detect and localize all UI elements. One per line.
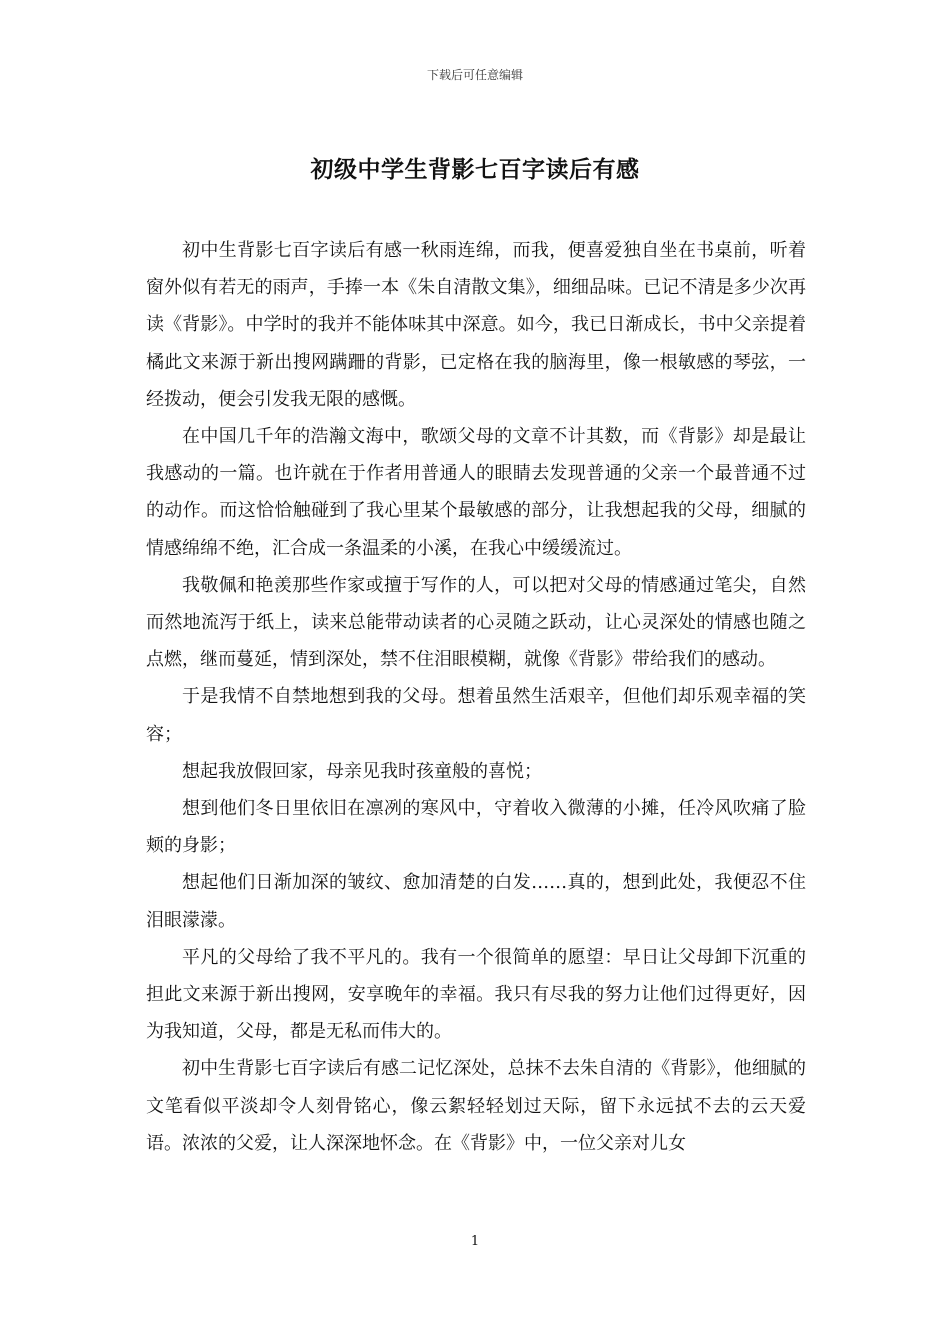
- paragraph: 平凡的父母给了我不平凡的。我有一个很简单的愿望：早日让父母卸下沉重的担此文来源于新出搜网，安享晚年的幸福。我只有尽我的努力让他们过得更好，因为我知道，父母，都是无私而伟大的。: [146, 946, 806, 1043]
- document-title: 初级中学生背影七百字读后有感: [310, 157, 640, 183]
- paragraph: 想到他们冬日里依旧在凛冽的寒风中，守着收入微薄的小摊，任冷风吹痛了脸颊的身影；: [146, 798, 806, 857]
- paragraph: 初中生背影七百字读后有感二记忆深处，总抹不去朱自清的《背影》，他细腻的文笔看似平淡却令人刻骨铭心，像云絮轻轻划过天际，留下永远拭不去的云天爱语。浓浓的父爱，让人深深地怀念。在《背影》中，一位父亲对儿女: [146, 1058, 806, 1154]
- paragraph: 我敬佩和艳羡那些作家或擅于写作的人，可以把对父母的情感通过笔尖，自然而然地流泻于纸上，读来总能带动读者的心灵随之跃动，让心灵深处的情感也随之点燃，继而蔓延，情到深处，禁不住泪眼模糊，就像《背影》带给我们的感动。: [146, 574, 806, 671]
- paragraph: 在中国几千年的浩瀚文海中，歌颂父母的文章不计其数，而《背影》却是最让我感动的一篇。也许就在于作者用普通人的眼睛去发现普通的父亲一个最普通不过的动作。而这恰恰触碰到了我心里某个最敏感的部分，让我想起我的父母，细腻的情感绵绵不绝，汇合成一条温柔的小溪，在我心中缓缓流过。: [146, 426, 806, 559]
- document-body: [146, 232, 806, 1162]
- paragraph: 想起他们日渐加深的皱纹、愈加清楚的白发……真的，想到此处，我便忍不住泪眼濛濛。: [146, 872, 806, 931]
- page-header: 下载后可任意编辑: [426, 68, 523, 82]
- page-number: 1: [470, 1234, 480, 1249]
- paragraph: 于是我情不自禁地想到我的父母。想着虽然生活艰辛，但他们却乐观幸福的笑容；: [146, 686, 806, 745]
- paragraph: 想起我放假回家，母亲见我时孩童般的喜悦；: [182, 760, 542, 782]
- paragraph: 初中生背影七百字读后有感一秋雨连绵，而我，便喜爱独自坐在书桌前，听着窗外似有若无的雨声，手捧一本《朱自清散文集》，细细品味。已记不清是多少次再读《背影》。中学时的我并不能体味其中深意。如今，我已日渐成长，书中父亲提着橘此文来源于新出搜网蹒跚的背影，已定格在我的脑海里，像一根敏感的琴弦，一经拨动，便会引发我无限的感慨。: [146, 240, 806, 410]
